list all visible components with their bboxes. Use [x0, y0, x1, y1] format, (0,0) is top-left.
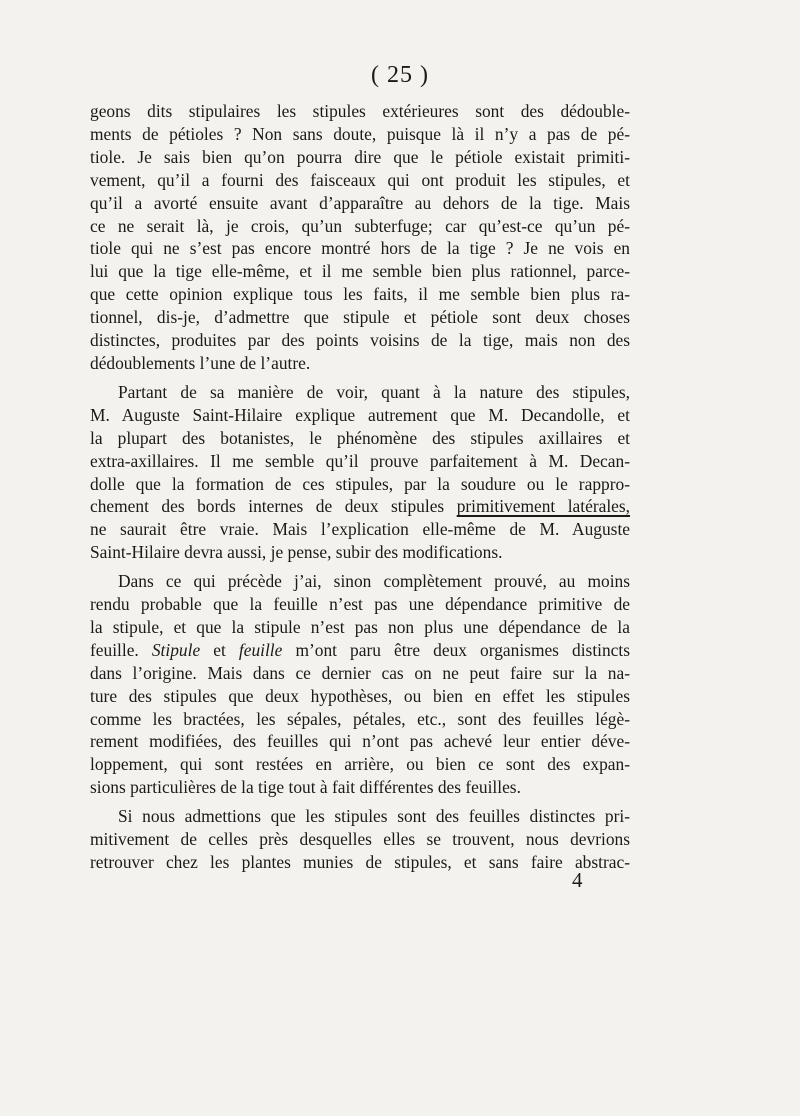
- text-line: rement modifiées, des feuilles qui n’ont pas achevé leur entier déve-: [90, 731, 630, 752]
- text-fragment: chement des bords internes de deux stipules: [90, 496, 457, 517]
- body-text: [90, 100, 630, 874]
- text-line: loppement, qui sont restées en arrière, ou bien ce sont des expan-: [90, 754, 630, 775]
- text-line: ture des stipules que deux hypothèses, ou bien en effet les stipules: [90, 685, 630, 706]
- text-fragment: m’ont paru être deux organismes distincts: [282, 639, 631, 660]
- paragraph-4: [90, 805, 630, 874]
- text-line-with-italics: [90, 639, 630, 662]
- text-line: vement, qu’il a fourni des faisceaux qui ont produit les stipules, et: [90, 169, 630, 190]
- italic-word: feuille: [238, 639, 283, 660]
- text-line: geons dits stipulaires les stipules extérieures sont des dédouble-: [90, 101, 630, 121]
- text-line: tiole qui ne s’est pas encore montré hors de la tige ? Je ne vois en: [90, 238, 630, 259]
- text-line: tionnel, dis-je, d’admettre que stipule et pétiole sont deux choses: [90, 307, 630, 328]
- text-line: rendu probable que la feuille n’est pas une dépendance primitive de: [90, 594, 630, 615]
- text-line: dans l’origine. Mais dans ce dernier cas on ne peut faire sur la na-: [90, 662, 630, 683]
- text-line: la plupart des botanistes, le phénomène des stipules axillaires et: [90, 427, 630, 448]
- text-line: distinctes, produites par des points voisins de la tige, mais non des: [90, 330, 630, 351]
- text-line: tiole. Je sais bien qu’on pourra dire que le pétiole existait primiti-: [90, 146, 630, 167]
- text-line: que cette opinion explique tous les faits, il me semble bien plus ra-: [90, 284, 630, 305]
- text-line: mitivement de celles près desquelles elles se trouvent, nous devrions: [90, 829, 630, 850]
- paragraph-2: [90, 381, 630, 564]
- text-line: la stipule, et que la stipule n’est pas non plus une dépendance de la: [90, 616, 630, 637]
- text-line: ce ne serait là, je crois, qu’un subterfuge; car qu’est-ce qu’un pé-: [90, 215, 630, 236]
- paragraph-1: [90, 100, 630, 375]
- underlined-phrase: primitivement latérales,: [456, 496, 630, 517]
- text-line: M. Auguste Saint-Hilaire explique autrement que M. Decandolle, et: [90, 404, 630, 425]
- text-fragment: feuille.: [90, 639, 152, 660]
- text-line: extra-axillaires. Il me semble qu’il prouve parfaitement à M. Decan-: [90, 450, 630, 471]
- text-line: ne saurait être vraie. Mais l’explication elle-même de M. Auguste: [90, 519, 630, 540]
- text-line: Partant de sa manière de voir, quant à la nature des stipules,: [118, 381, 630, 402]
- text-line: Saint-Hilaire devra aussi, je pense, subir des modifications.: [90, 542, 503, 563]
- text-line: comme les bractées, les sépales, pétales, etc., sont des feuilles légè-: [90, 708, 630, 729]
- text-line: Dans ce qui précède j’ai, sinon complètement prouvé, au moins: [118, 571, 630, 592]
- paragraph-3: [90, 570, 630, 799]
- text-line: ments de pétioles ? Non sans doute, puisque là il n’y a pas de pé-: [90, 123, 630, 144]
- text-line: lui que la tige elle-même, et il me semble bien plus rationnel, parce-: [90, 261, 630, 282]
- text-line: sions particulières de la tige tout à fait différentes des feuilles.: [90, 777, 521, 798]
- text-line: qu’il a avorté ensuite avant d’apparaître au dehors de la tige. Mais: [90, 192, 630, 213]
- page-number: ( 25 ): [371, 62, 429, 88]
- text-line-with-underline: [90, 495, 630, 518]
- text-line: dédoublements l’une de l’autre.: [90, 352, 311, 373]
- text-line: retrouver chez les plantes munies de stipules, et sans faire abstrac-: [90, 852, 630, 872]
- italic-word: Stipule: [151, 639, 201, 660]
- text-line: Si nous admettions que les stipules sont des feuilles distinctes pri-: [118, 806, 630, 827]
- signature-mark: 4: [572, 868, 583, 892]
- text-line: dolle que la formation de ces stipules, par la soudure ou le rappro-: [90, 473, 630, 494]
- text-fragment: et: [200, 639, 239, 660]
